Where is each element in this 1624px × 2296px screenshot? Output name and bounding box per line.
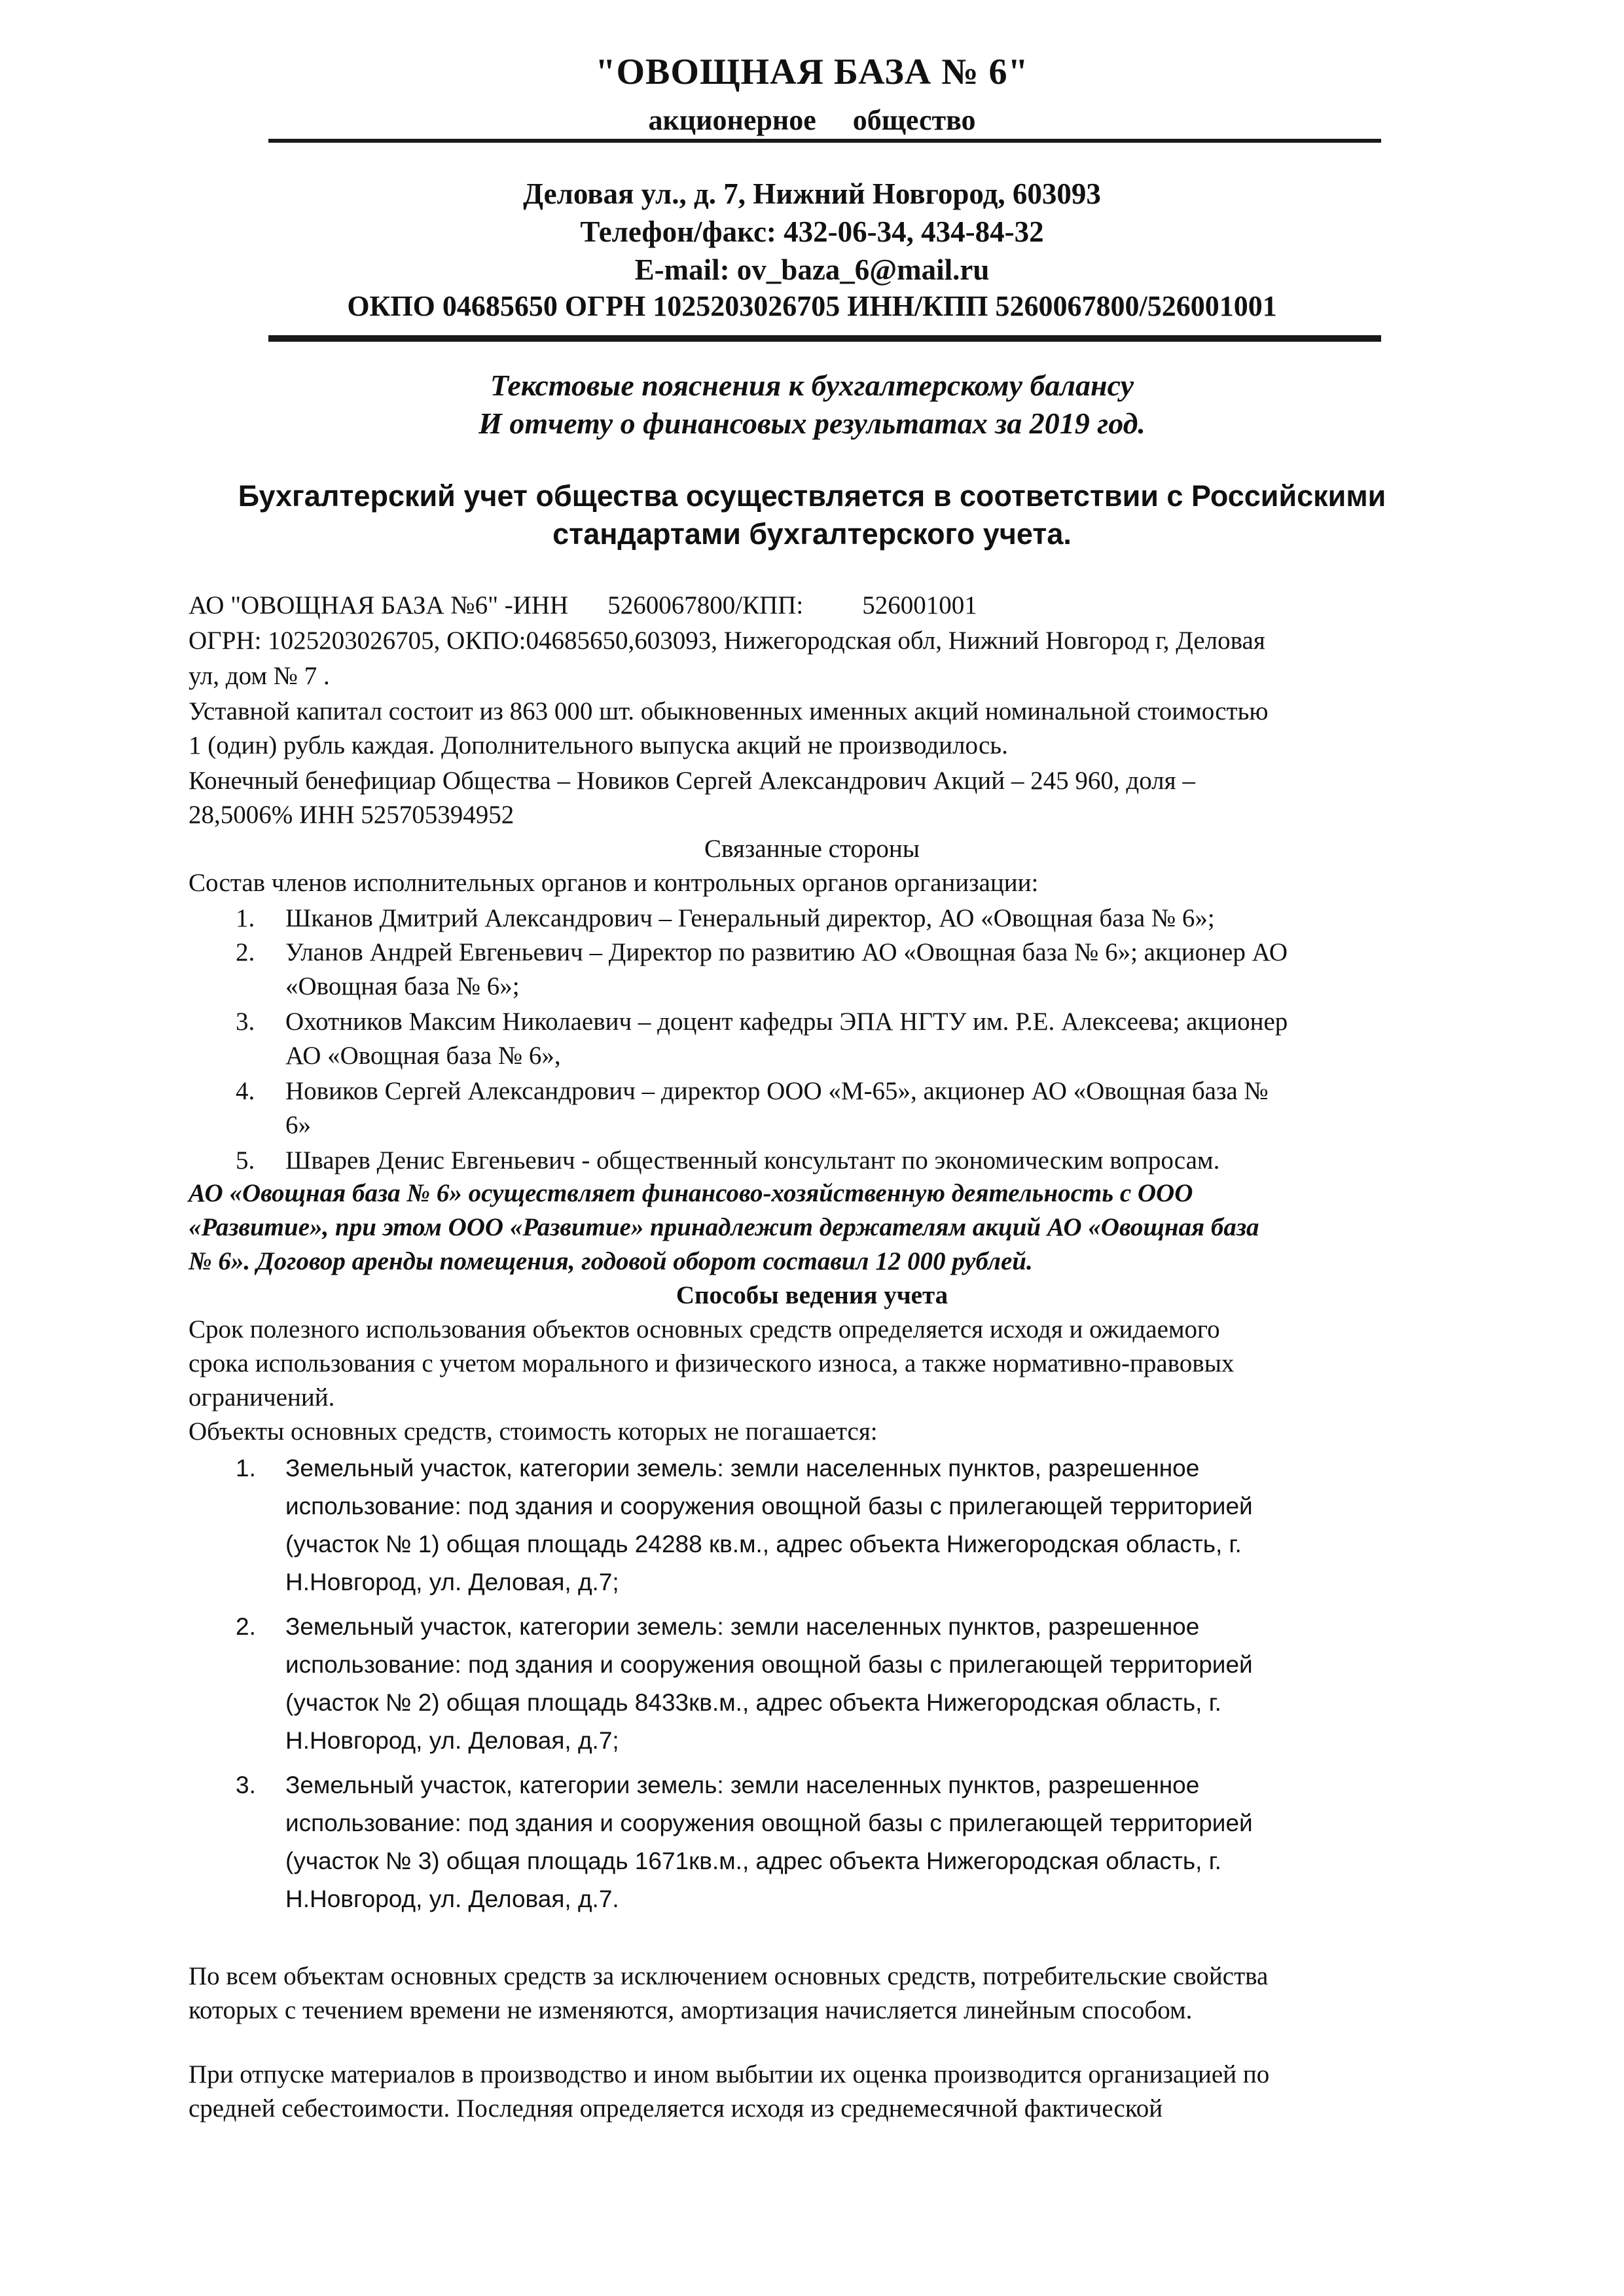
land-item-1-line4: Н.Новгород, ул. Деловая, д.7; bbox=[285, 1569, 619, 1595]
land-item-3-line2: использование: под здания и сооружения овощной базы с прилегающей территорией bbox=[285, 1810, 1253, 1836]
intro-line1-b: 5260067800/КПП: bbox=[607, 591, 804, 619]
company-address: Деловая ул., д. 7, Нижний Новгород, 603093 bbox=[523, 177, 1101, 210]
intro-line3: ул, дом № 7 . bbox=[189, 662, 330, 690]
amortization-line2: которых с течением времени не изменяются, амортизация начисляется линейным способом. bbox=[189, 1996, 1193, 2024]
methods-p1-line2: срока использования с учетом морального и физического износа, а также нормативно-правовых bbox=[189, 1349, 1235, 1377]
intro-line6: Конечный бенефициар Общества – Новиков Сергей Александрович Акций – 245 960, доля – bbox=[189, 767, 1195, 795]
land-item-num: 1. bbox=[236, 1455, 256, 1482]
related-item-4-line1: Новиков Сергей Александрович – директор ООО «М-65», акционер АО «Овощная база № bbox=[285, 1077, 1269, 1105]
company-email: E-mail: ov_baza_6@mail.ru bbox=[634, 253, 990, 286]
related-item-4-line2: 6» bbox=[285, 1111, 311, 1139]
related-note-line1: АО «Овощная база № 6» осуществляет финансово-хозяйственную деятельность с ООО bbox=[189, 1179, 1193, 1207]
land-item-num: 3. bbox=[236, 1772, 256, 1798]
company-name: "ОВОЩНАЯ БАЗА № 6" bbox=[595, 52, 1029, 92]
methods-p1-line3: ограничений. bbox=[189, 1383, 335, 1412]
land-item-3-line1: Земельный участок, категории земель: земли населенных пунктов, разрешенное bbox=[285, 1772, 1200, 1798]
company-codes: ОКПО 04685650 ОГРН 1025203026705 ИНН/КПП 5260067800/526001001 bbox=[347, 290, 1277, 322]
company-form bbox=[0, 103, 1624, 137]
related-item-1-line1: Шканов Дмитрий Александрович – Генеральный директор, АО «Овощная база № 6»; bbox=[285, 904, 1215, 932]
land-item-1-line1: Земельный участок, категории земель: земли населенных пунктов, разрешенное bbox=[285, 1455, 1200, 1482]
land-item-2-line2: использование: под здания и сооружения овощной базы с прилегающей территорией bbox=[285, 1651, 1253, 1678]
company-form-word2: общество bbox=[852, 104, 976, 136]
materials-line2: средней себестоимости. Последняя определяется исходя из среднемесячной фактической bbox=[189, 2094, 1163, 2123]
related-item-num: 5. bbox=[236, 1146, 255, 1175]
amortization-line1: По всем объектам основных средств за исключением основных средств, потребительские свойства bbox=[189, 1962, 1269, 1990]
accounting-note-line2: стандартами бухгалтерского учета. bbox=[552, 517, 1072, 551]
land-item-num: 2. bbox=[236, 1613, 256, 1640]
related-item-num: 3. bbox=[236, 1008, 255, 1036]
land-item-2-line1: Земельный участок, категории земель: земли населенных пунктов, разрешенное bbox=[285, 1613, 1200, 1640]
header-divider-bottom bbox=[268, 335, 1381, 342]
document-title-line1: Текстовые пояснения к бухгалтерскому балансу bbox=[490, 369, 1134, 402]
land-item-3-line4: Н.Новгород, ул. Деловая, д.7. bbox=[285, 1886, 619, 1912]
related-heading: Связанные стороны bbox=[704, 835, 920, 863]
related-item-num: 1. bbox=[236, 904, 255, 932]
related-item-5-line1: Шварев Денис Евгеньевич - общественный консультант по экономическим вопросам. bbox=[285, 1146, 1220, 1175]
related-item-num: 4. bbox=[236, 1077, 255, 1105]
related-item-2-line1: Уланов Андрей Евгеньевич – Директор по развитию АО «Овощная база № 6»; акционер АО bbox=[285, 938, 1288, 966]
company-form-word1: акционерное bbox=[648, 104, 816, 136]
related-item-2-line2: «Овощная база № 6»; bbox=[285, 972, 520, 1000]
land-item-1-line3: (участок № 1) общая площадь 24288 кв.м., адрес объекта Нижегородская область, г. bbox=[285, 1531, 1242, 1558]
related-item-num: 2. bbox=[236, 938, 255, 966]
related-lead: Состав членов исполнительных органов и контрольных органов организации: bbox=[189, 869, 1039, 897]
land-item-2-line3: (участок № 2) общая площадь 8433кв.м., адрес объекта Нижегородская область, г. bbox=[285, 1689, 1221, 1716]
materials-line1: При отпуске материалов в производство и ином выбытии их оценка производится организацией по bbox=[189, 2060, 1270, 2088]
intro-line7: 28,5006% ИНН 525705394952 bbox=[189, 801, 514, 829]
intro-line5: 1 (один) рубль каждая. Дополнительного выпуска акций не производилось. bbox=[189, 731, 1008, 759]
related-note-line2: «Развитие», при этом ООО «Развитие» принадлежит держателям акций АО «Овощная база bbox=[189, 1213, 1259, 1241]
header-divider-top bbox=[268, 139, 1381, 143]
land-item-3-line3: (участок № 3) общая площадь 1671кв.м., адрес объекта Нижегородская область, г. bbox=[285, 1848, 1221, 1874]
land-item-1-line2: использование: под здания и сооружения овощной базы с прилегающей территорией bbox=[285, 1493, 1253, 1520]
methods-lead2: Объекты основных средств, стоимость которых не погашается: bbox=[189, 1417, 878, 1446]
document-title-line2: И отчету о финансовых результатах за 2019 год. bbox=[478, 407, 1146, 440]
methods-heading: Способы ведения учета bbox=[676, 1281, 948, 1309]
intro-line2: ОГРН: 1025203026705, ОКПО:04685650,603093, Нижегородская обл, Нижний Новгород г, Деловая bbox=[189, 627, 1265, 655]
related-item-3-line1: Охотников Максим Николаевич – доцент кафедры ЭПА НГТУ им. Р.Е. Алексеева; акционер bbox=[285, 1008, 1288, 1036]
intro-line4: Уставной капитал состоит из 863 000 шт. обыкновенных именных акций номинальной стоимостью bbox=[189, 697, 1269, 725]
intro-line1-c: 526001001 bbox=[862, 591, 977, 619]
accounting-note-line1: Бухгалтерский учет общества осуществляется в соответствии с Российскими bbox=[238, 479, 1386, 513]
related-note-line3: № 6». Договор аренды помещения, годовой оборот составил 12 000 рублей. bbox=[189, 1247, 1033, 1275]
related-item-3-line2: АО «Овощная база № 6», bbox=[285, 1042, 561, 1070]
intro-line1-a: АО "ОВОЩНАЯ БАЗА №6" -ИНН bbox=[189, 591, 569, 619]
intro-line1 bbox=[189, 591, 977, 620]
company-phone: Телефон/факс: 432-06-34, 434-84-32 bbox=[580, 215, 1044, 248]
land-item-2-line4: Н.Новгород, ул. Деловая, д.7; bbox=[285, 1727, 619, 1754]
methods-p1-line1: Срок полезного использования объектов основных средств определяется исходя и ожидаемого bbox=[189, 1315, 1220, 1343]
